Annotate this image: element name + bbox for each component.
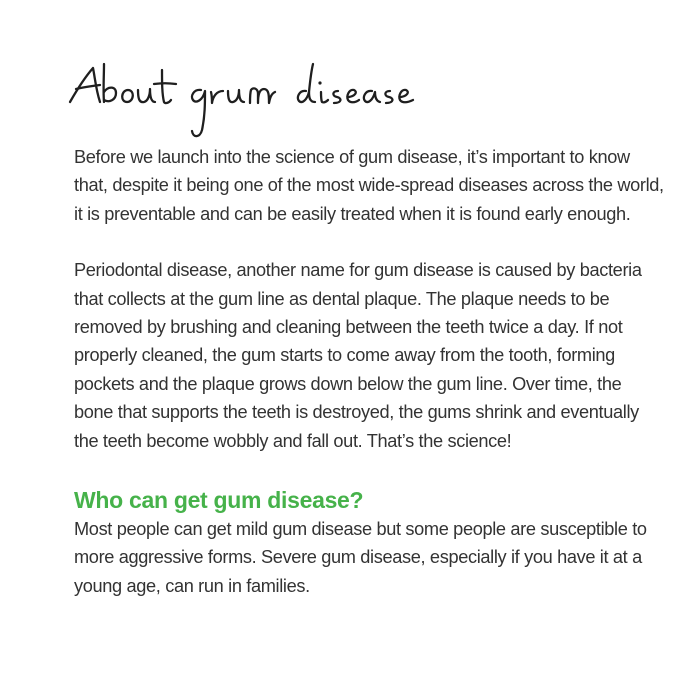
article-body — [74, 143, 664, 600]
handwritten-title — [66, 58, 446, 148]
section-heading: Who can get gum disease? — [74, 487, 364, 514]
periodontal-paragraph: Periodontal disease, another name for gum disease is caused by bacteria that collects at the gum line as dental plaque. The plaque needs to be removed by brushing and cleaning between the teeth twice a day. If not properly cleaned, the gum starts to come away from the tooth, forming pockets and the plaque grows down below the gum line. Over time, the bone that supports the teeth is destroyed, the gums shrink and eventually the teeth become wobbly and fall out. That’s the science! — [74, 260, 642, 451]
handwritten-title-image — [66, 58, 446, 148]
section-paragraph: Most people can get mild gum disease but some people are susceptible to more aggressive forms. Severe gum disease, especially if you have it at a young age, can run in families. — [74, 519, 647, 596]
intro-paragraph: Before we launch into the science of gum disease, it’s important to know that, despite it being one of the most wide-spread diseases across the world, it is preventable and can be easily treated when it is found early enough. — [74, 147, 664, 224]
